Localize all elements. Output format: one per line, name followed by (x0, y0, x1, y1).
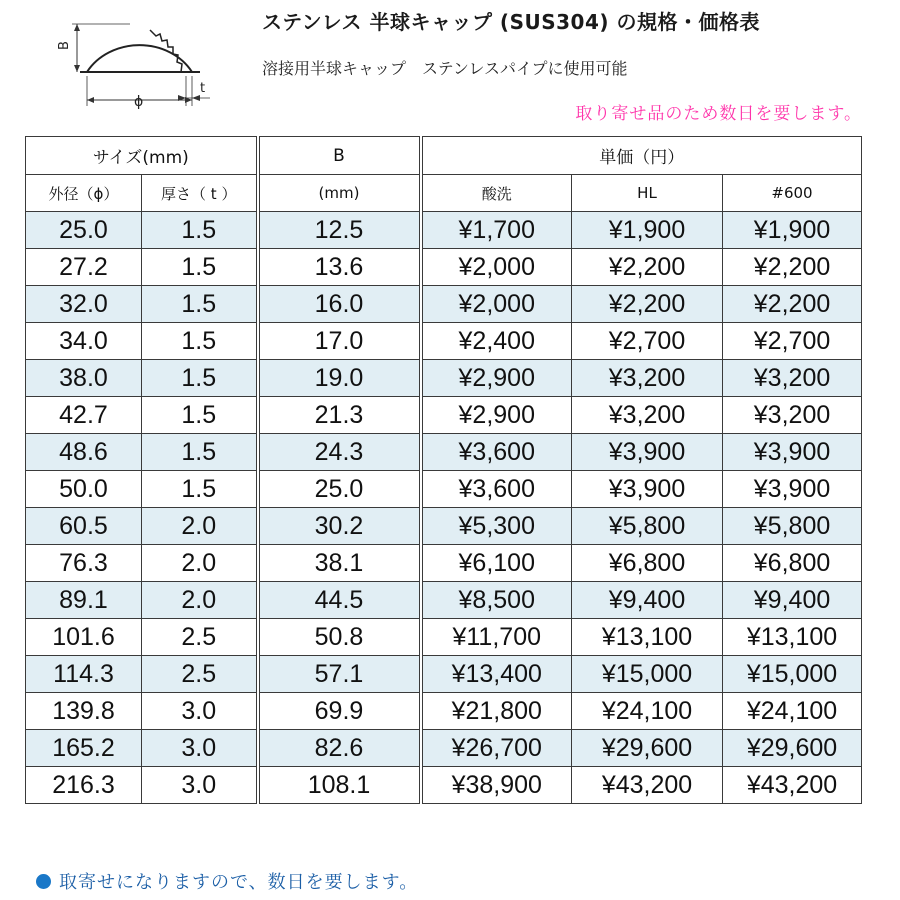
table-row (26, 508, 862, 545)
cell-price-600: ¥2,200 (723, 286, 862, 323)
table-row (26, 249, 862, 286)
cell-price-acid: ¥3,600 (421, 434, 572, 471)
price-table (25, 136, 862, 804)
cell-price-acid: ¥2,900 (421, 360, 572, 397)
cell-b: 12.5 (258, 212, 421, 249)
cell-outer-diameter: 38.0 (26, 360, 142, 397)
cell-price-hl: ¥6,800 (572, 545, 723, 582)
cell-b: 38.1 (258, 545, 421, 582)
cell-thickness: 1.5 (142, 286, 258, 323)
cell-b: 21.3 (258, 397, 421, 434)
table-row (26, 397, 862, 434)
cell-b: 57.1 (258, 656, 421, 693)
cell-outer-diameter: 114.3 (26, 656, 142, 693)
cell-outer-diameter: 42.7 (26, 397, 142, 434)
cell-price-acid: ¥6,100 (421, 545, 572, 582)
cell-price-hl: ¥3,200 (572, 397, 723, 434)
cell-b: 24.3 (258, 434, 421, 471)
cell-outer-diameter: 216.3 (26, 767, 142, 804)
cell-thickness: 2.0 (142, 582, 258, 619)
cell-price-600: ¥2,200 (723, 249, 862, 286)
page-subtitle: 溶接用半球キャップ ステンレスパイプに使用可能 (262, 59, 628, 78)
cell-price-600: ¥1,900 (723, 212, 862, 249)
cell-thickness: 3.0 (142, 767, 258, 804)
cell-thickness: 1.5 (142, 471, 258, 508)
cell-outer-diameter: 25.0 (26, 212, 142, 249)
cell-price-hl: ¥15,000 (572, 656, 723, 693)
table-row (26, 693, 862, 730)
cell-b: 44.5 (258, 582, 421, 619)
cell-b: 25.0 (258, 471, 421, 508)
table-row (26, 434, 862, 471)
header-600: #600 (723, 175, 862, 212)
header-acid-wash: 酸洗 (421, 175, 572, 212)
cell-price-600: ¥2,700 (723, 323, 862, 360)
cell-b: 17.0 (258, 323, 421, 360)
cell-thickness: 1.5 (142, 434, 258, 471)
header-thickness: 厚さ（ t ） (142, 175, 258, 212)
cell-outer-diameter: 32.0 (26, 286, 142, 323)
table-row (26, 360, 862, 397)
cell-outer-diameter: 165.2 (26, 730, 142, 767)
page-title: ステンレス 半球キャップ (SUS304) の規格・価格表 (262, 10, 760, 34)
header-hairline: HL (572, 175, 723, 212)
bullet-icon (36, 874, 51, 889)
cell-outer-diameter: 60.5 (26, 508, 142, 545)
cell-b: 82.6 (258, 730, 421, 767)
cell-price-hl: ¥43,200 (572, 767, 723, 804)
bottom-note (36, 868, 418, 894)
cell-price-acid: ¥11,700 (421, 619, 572, 656)
cell-thickness: 1.5 (142, 360, 258, 397)
table-row (26, 212, 862, 249)
cell-price-hl: ¥29,600 (572, 730, 723, 767)
cell-price-600: ¥9,400 (723, 582, 862, 619)
cell-price-hl: ¥2,200 (572, 249, 723, 286)
cell-outer-diameter: 34.0 (26, 323, 142, 360)
cell-price-600: ¥3,900 (723, 434, 862, 471)
table-row (26, 619, 862, 656)
cell-thickness: 2.5 (142, 656, 258, 693)
table-row (26, 582, 862, 619)
cell-price-600: ¥15,000 (723, 656, 862, 693)
cell-outer-diameter: 139.8 (26, 693, 142, 730)
header-size: サイズ(mm) (26, 137, 258, 175)
cell-price-acid: ¥3,600 (421, 471, 572, 508)
cell-price-acid: ¥2,000 (421, 249, 572, 286)
cell-price-acid: ¥2,000 (421, 286, 572, 323)
diagram-label-phi: ϕ (134, 94, 144, 110)
cell-price-acid: ¥1,700 (421, 212, 572, 249)
cell-price-hl: ¥1,900 (572, 212, 723, 249)
header-outer-diameter: 外径（ϕ） (26, 175, 142, 212)
hemisphere-cap-diagram (50, 10, 230, 110)
cell-price-600: ¥3,200 (723, 360, 862, 397)
cell-thickness: 1.5 (142, 323, 258, 360)
cell-thickness: 1.5 (142, 249, 258, 286)
cell-price-600: ¥43,200 (723, 767, 862, 804)
cell-price-hl: ¥3,900 (572, 471, 723, 508)
cell-price-hl: ¥2,200 (572, 286, 723, 323)
table-row (26, 471, 862, 508)
cell-price-acid: ¥38,900 (421, 767, 572, 804)
cell-b: 69.9 (258, 693, 421, 730)
cell-price-600: ¥3,900 (723, 471, 862, 508)
cell-price-hl: ¥24,100 (572, 693, 723, 730)
cell-thickness: 2.0 (142, 545, 258, 582)
header-b: B (258, 137, 421, 175)
cell-price-hl: ¥5,800 (572, 508, 723, 545)
cell-b: 30.2 (258, 508, 421, 545)
cell-thickness: 3.0 (142, 693, 258, 730)
cell-outer-diameter: 27.2 (26, 249, 142, 286)
cell-thickness: 3.0 (142, 730, 258, 767)
cell-b: 108.1 (258, 767, 421, 804)
header-unit-price: 単価（円） (421, 137, 862, 175)
diagram-label-t: t (200, 81, 206, 96)
bottom-note-text: 取寄せになりますので、数日を要します。 (59, 872, 419, 893)
cell-price-600: ¥6,800 (723, 545, 862, 582)
table-row (26, 286, 862, 323)
cell-price-acid: ¥2,400 (421, 323, 572, 360)
cell-price-acid: ¥5,300 (421, 508, 572, 545)
cell-price-600: ¥5,800 (723, 508, 862, 545)
cell-price-600: ¥13,100 (723, 619, 862, 656)
cell-price-600: ¥29,600 (723, 730, 862, 767)
table-subheader-row (26, 175, 862, 212)
cell-price-hl: ¥13,100 (572, 619, 723, 656)
cell-price-600: ¥24,100 (723, 693, 862, 730)
cell-price-acid: ¥8,500 (421, 582, 572, 619)
cell-thickness: 1.5 (142, 212, 258, 249)
order-notice: 取り寄せ品のため数日を要します。 (575, 104, 862, 124)
cell-thickness: 1.5 (142, 397, 258, 434)
cell-price-acid: ¥26,700 (421, 730, 572, 767)
cell-price-acid: ¥21,800 (421, 693, 572, 730)
cell-price-hl: ¥3,900 (572, 434, 723, 471)
cell-price-hl: ¥3,200 (572, 360, 723, 397)
cell-b: 13.6 (258, 249, 421, 286)
cell-b: 50.8 (258, 619, 421, 656)
cell-thickness: 2.0 (142, 508, 258, 545)
cell-outer-diameter: 48.6 (26, 434, 142, 471)
cell-thickness: 2.5 (142, 619, 258, 656)
cell-outer-diameter: 101.6 (26, 619, 142, 656)
cell-outer-diameter: 76.3 (26, 545, 142, 582)
cell-price-600: ¥3,200 (723, 397, 862, 434)
cell-b: 16.0 (258, 286, 421, 323)
cell-price-acid: ¥13,400 (421, 656, 572, 693)
header-b-unit: (mm) (258, 175, 421, 212)
table-row (26, 730, 862, 767)
diagram-label-b: B (57, 41, 72, 50)
table-header-row (26, 137, 862, 175)
cell-price-hl: ¥2,700 (572, 323, 723, 360)
table-row (26, 767, 862, 804)
table-row (26, 656, 862, 693)
cell-outer-diameter: 50.0 (26, 471, 142, 508)
cell-b: 19.0 (258, 360, 421, 397)
table-row (26, 323, 862, 360)
table-row (26, 545, 862, 582)
cell-price-acid: ¥2,900 (421, 397, 572, 434)
cell-outer-diameter: 89.1 (26, 582, 142, 619)
cell-price-hl: ¥9,400 (572, 582, 723, 619)
